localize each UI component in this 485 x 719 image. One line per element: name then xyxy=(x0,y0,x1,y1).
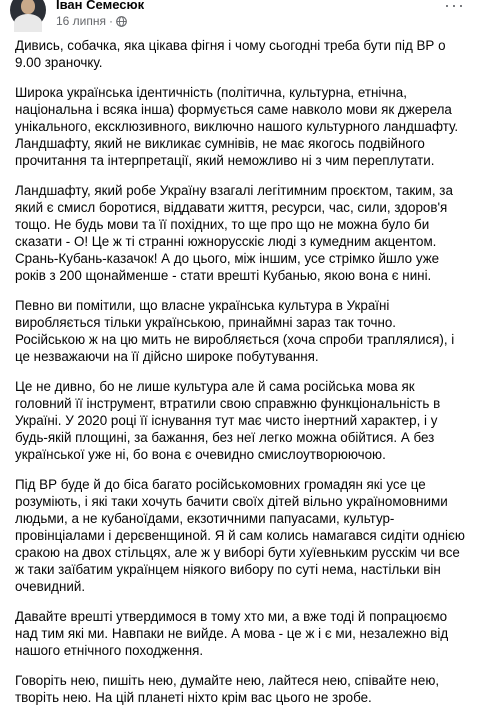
post-paragraph: Широка українська ідентичність (політична, культурна, етнічна, національна і всяка інша) формується саме навколо мови як джерела унікального, ексклюзивного, виключно нашого культурного ландшафту. Ландшафту, який не викликає сумнівів, не має якогось подвійного прочитання та інтерпретації, який неможливо ні з чим переплутати. xyxy=(15,85,459,168)
avatar-face xyxy=(21,0,35,14)
post-paragraph: Це не дивно, бо не лише культура але й сама російська мова як головний її інструмент, втратили свою справжню функціональність в Україні. У 2020 році її існування тут має чисто інертний характер, і у будь-якій площині, за бажання, без неї легко можна обійтися. А без української уже ні, бо вона є очевидно смислоутворюючою. xyxy=(15,379,441,462)
post-paragraph: Певно ви помітили, що власне українська культура в Україні виробляється тільки українською, принаймні зараз так точно. Російською ж на цю мить не виробляється (хоча спроби траплялися), і це незважаючи на її дійсно широке побутування. xyxy=(15,298,455,364)
post-paragraph: Говоріть нею, пишіть нею, думайте нею, лайтеся нею, співайте нею, творіть нею. На цій планеті ніхто крім вас цього не зробе. xyxy=(15,673,440,705)
post-paragraph: Ландшафту, який робе Україну взагалі легітимним проєктом, таким, за який є смисл боротися, віддавати життя, ресурси, час, сили, здоров'я тощо. Не будь мови та її похідних, то ще про що не можна було би сказати - О! Це ж ті странні южнорусскіє люді з кумедним акцентом. Срань-Кубань-казачок! А до цього, між іншим, усе стрімко йшло уже років з 200 щонайменше - стати врешті Кубанью, якою вона є нині. xyxy=(15,183,453,283)
author-avatar[interactable] xyxy=(10,0,46,28)
globe-icon[interactable] xyxy=(116,16,127,27)
avatar-shoulders xyxy=(14,14,42,32)
post-date[interactable]: 16 липня xyxy=(56,14,107,28)
more-options-button[interactable]: ··· xyxy=(444,0,465,15)
post-paragraph: Під ВР буде й до біса багато російськомовних громадян які усе це розуміють, і які таки хочуть бачити своїх дітей вільно україномовними людьми, а не кубаноїдами, екзотичними папуасами, культур-провінціалами і дерєвенщиной. Я й сам колись намагався сидіти однією сракою на двох стільцях, але ж у виборі бути хуїевньким русскім чи все ж таки заїбатим українцем ніякого вибору по суті нема, настільки він очевидний. xyxy=(15,477,465,594)
post-body xyxy=(15,37,467,719)
post-paragraph: Давайте врешті утвердимося в тому хто ми, а вже тоді й попрацюємо над тим які ми. Навпаки не вийде. А мова - це ж і є ми, незалежно від нашого етнічного походження. xyxy=(15,609,449,658)
post-meta xyxy=(56,14,127,28)
author-name[interactable]: Іван Семесюк xyxy=(56,0,145,12)
post-paragraph: Дивись, собачка, яка цікава фігня і чому сьогодні треба бути під ВР о 9.00 зраночку. xyxy=(15,38,446,70)
meta-separator: · xyxy=(109,14,114,28)
post-header xyxy=(10,0,475,30)
